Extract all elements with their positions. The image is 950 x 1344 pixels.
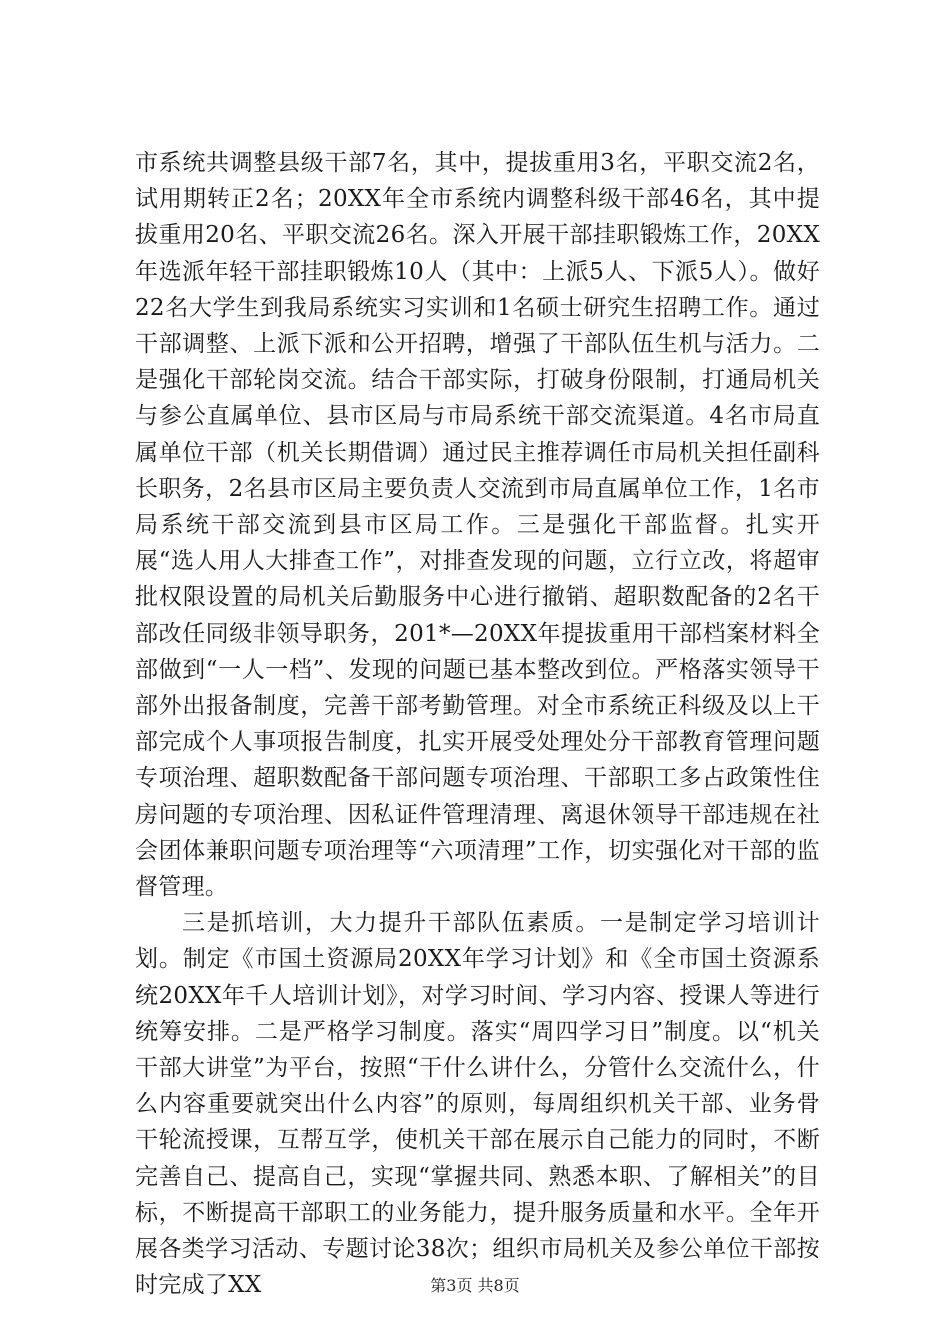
- body-paragraph-2: 三是抓培训，大力提升干部队伍素质。一是制定学习培训计划。制定《市国土资源局20XX年学习计划》和《全市国土资源系统20XX年千人培训计划》，对学习时间、学习内容、授课人等进行统筹安排。二是严格学习制度。落实“周四学习日”制度。以“机关干部大讲堂”为平台，按照“干什么讲什么，分管什么交流什么，什么内容重要就突出什么内容”的原则，每周组织机关干部、业务骨干轮流授课，互帮互学，使机关干部在展示自己能力的同时，不断完善自己、提高自己，实现“掌握共同、熟悉本职、了解相关”的目标，不断提高干部职工的业务能力，提升服务质量和水平。全年开展各类学习活动、专题讨论38次；组织市局机关及参公单位干部按时完成了XX: [135, 910, 820, 1299]
- document-body: [135, 145, 820, 1304]
- body-paragraph-1: 市系统共调整县级干部7名，其中，提拔重用3名，平职交流2名，试用期转正2名；20XX年全市系统内调整科级干部46名，其中提拔重用20名、平职交流26名。深入开展干部挂职锻炼工作，20XX年选派年轻干部挂职锻炼10人（其中：上派5人、下派5人）。做好22名大学生到我局系统实习实训和1名硕士研究生招聘工作。通过干部调整、上派下派和公开招聘，增强了干部队伍生机与活力。二是强化干部轮岗交流。结合干部实际，打破身份限制，打通局机关与参公直属单位、县市区局与市局系统干部交流渠道。4名市局直属单位干部（机关长期借调）通过民主推荐调任市局机关担任副科长职务，2名县市区局主要负责人交流到市局直属单位工作，1名市局系统干部交流到县市区局工作。三是强化干部监督。扎实开展“选人用人大排查工作”，对排查发现的问题，立行立改，将超审批权限设置的局机关后勤服务中心进行撤销、超职数配备的2名干部改任同级非领导职务，201*—20XX年提拔重用干部档案材料全部做到“一人一档”、发现的问题已基本整改到位。严格落实领导干部外出报备制度，完善干部考勤管理。对全市系统正科级及以上干部完成个人事项报告制度，扎实开展受处理处分干部教育管理问题专项治理、超职数配备干部问题专项治理、干部职工多占政策性住房问题的专项治理、因私证件管理清理、离退休领导干部违规在社会团体兼职问题专项治理等“六项清理”工作，切实强化对干部的监督管理。: [135, 150, 820, 901]
- page-number-footer: 第3页 共8页: [430, 1276, 520, 1295]
